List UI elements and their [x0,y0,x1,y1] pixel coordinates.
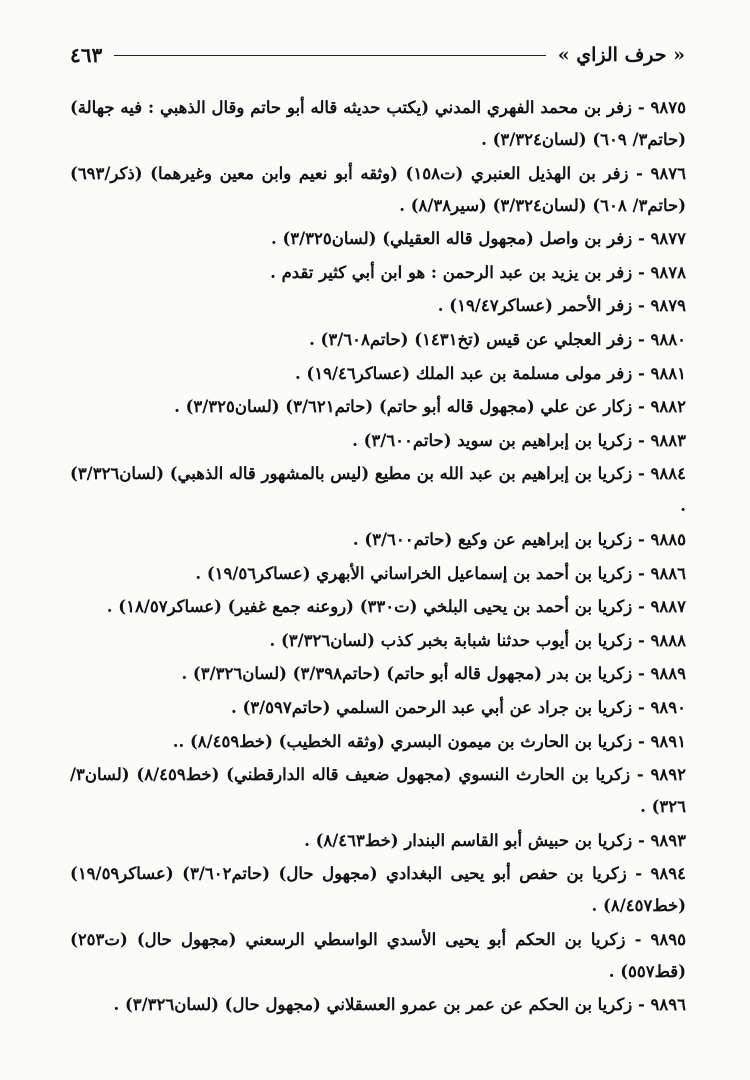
entry-text: - زكار عن علي (مجهول قاله أبو حاتم) (حاتم٣/٦٢١) (لسان٣/٣٢٥) . [174,397,651,417]
entry-text: - زكريا بن الحارث النسوي (مجهول ضعيف قاله الدارقطني) (خط٨/٤٥٩) (لسان٣/ ٣٢٦) . [70,765,686,817]
page-number: ٤٦٣ [70,43,103,67]
entry [70,625,686,657]
entry [70,591,686,623]
entry-number: ٩٨٨٣ [650,430,686,450]
entry-text: - زكريا بن أحمد بن إسماعيل الخراساني الأبهري (عساكر١٩/٥٦) . [195,563,651,583]
entry-text: - زفر الأحمر (عساكر١٩/٤٧) . [437,296,651,316]
entry [70,726,686,758]
entry-text: - زكريا بن إبراهيم عن وكيع (حاتم٣/٦٠٠) . [352,529,651,549]
entry-number: ٩٨٨٠ [650,329,686,349]
entry-number: ٩٨٩٢ [650,765,686,785]
entry [70,158,686,222]
entry-text: - زكريا بن بدر (مجهول قاله أبو حاتم) (حاتم٣/٣٩٨) (لسان٣/٣٢٦) . [181,664,651,684]
entry-number: ٩٨٨٥ [650,529,686,549]
entry [70,425,686,457]
entry-text: - زكريا بن أيوب حدثنا شبابة بخبر كذب (لسان٣/٣٢٦) . [269,630,651,650]
entry-number: ٩٨٨٦ [650,563,686,583]
entry [70,391,686,423]
entry-text: - زكريا بن جراد عن أبي عبد الرحمن السلمي (حاتم٣/٥٩٧) . [231,697,651,717]
entry-text: - زفر بن محمد الفهري المدني (يكتب حديثه قاله أبو حاتم وقال الذهبي : فيه جهالة) (حاتم٣/ ٦٠٩) (لسان٣/٣٢٤) . [70,98,686,149]
entry-text: - زكريا بن حفص أبو يحيى البغدادي (مجهول حال) (حاتم٣/٦٠٢) (عساكر١٩/٥٩) (خط٨/٤٥٧) . [70,864,686,916]
entry-text: - زكريا بن إبراهيم بن سويد (حاتم٣/٦٠٠) . [352,430,651,450]
entry [70,324,686,356]
entry [70,92,686,156]
entry [70,658,686,690]
section-title: « حرف الزاي » [557,44,685,66]
entry-text: - زفر بن واصل (مجهول قاله العقيلي) (لسان٣/٣٢٥) . [270,229,651,249]
entry-number: ٩٨٨١ [650,363,686,383]
entry-text: - زفر بن يزيد بن عبد الرحمن : هو ابن أبي كثير تقدم . [270,262,651,282]
header-rule [114,55,546,56]
entry [70,558,686,590]
entry-number: ٩٨٧٨ [650,262,686,282]
entry [70,358,686,390]
entry-number: ٩٨٨٩ [650,664,686,684]
entry [70,924,686,988]
entry-text: - زكريا بن الحارث بن ميمون البسري (وثقه الخطيب) (خط٨/٤٥٩) .. [172,731,651,751]
entry-text: - زكريا بن أحمد بن يحيى البلخي (ت٣٣٠) (روعنه جمع غفير) (عساكر١٨/٥٧) . [106,597,651,617]
entry-number: ٩٨٧٧ [650,229,686,249]
entry [70,524,686,556]
entry [70,223,686,255]
entry-number: ٩٨٨٨ [650,630,686,650]
entry-text: - زكريا بن حبيش أبو القاسم البندار (خط٨/٤٦٣) . [304,830,651,850]
entry-list [70,92,686,1023]
entry-number: ٩٨٧٦ [650,163,686,183]
entry-number: ٩٨٩٣ [650,830,686,850]
entry-text: - زكريا بن الحكم عن عمر بن عمرو العسقلاني (مجهول حال) (لسان٣/٣٢٦) . [113,995,651,1015]
entry-number: ٩٨٩١ [650,731,686,751]
entry [70,759,686,823]
entry-text: - زكريا بن إبراهيم بن عبد الله بن مطيع (ليس بالمشهور قاله الذهبي) (لسان٣/٣٢٦) . [70,464,686,516]
entry [70,692,686,724]
entry-text: - زكريا بن الحكم أبو يحيى الأسدي الواسطي الرسعني (مجهول حال) (ت٢٥٣) (قط٥٥٧) . [70,929,686,981]
entry-number: ٩٨٨٧ [650,597,686,617]
entry [70,290,686,322]
entry [70,458,686,522]
entry-number: ٩٨٩٦ [650,995,686,1015]
entry-text: - زفر مولى مسلمة بن عبد الملك (عساكر١٩/٤٦) . [294,363,651,383]
entry-number: ٩٨٩٥ [650,929,686,949]
page-header [70,40,685,70]
entry-number: ٩٨٧٩ [650,296,686,316]
entry [70,257,686,289]
entry-number: ٩٨٧٥ [650,98,686,117]
entry-text: - زفر العجلي عن قيس (تخ١٤٣١) (حاتم٣/٦٠٨) . [309,329,651,349]
entry [70,858,686,922]
entry-number: ٩٨٩٤ [650,864,686,884]
entry [70,825,686,857]
entry-number: ٩٨٩٠ [650,697,686,717]
entry [70,989,686,1021]
entry-number: ٩٨٨٤ [650,464,686,484]
entry-number: ٩٨٨٢ [650,397,686,417]
entry-text: - زفر بن الهذيل العنبري (ت١٥٨) (وثقه أبو نعيم وابن معين وغيرهما) (ذكر/٦٩٣) (حاتم٣/ ٦٠٨) (لسان٣/٣٢٤) (سير٨/٣٨) . [70,163,686,215]
